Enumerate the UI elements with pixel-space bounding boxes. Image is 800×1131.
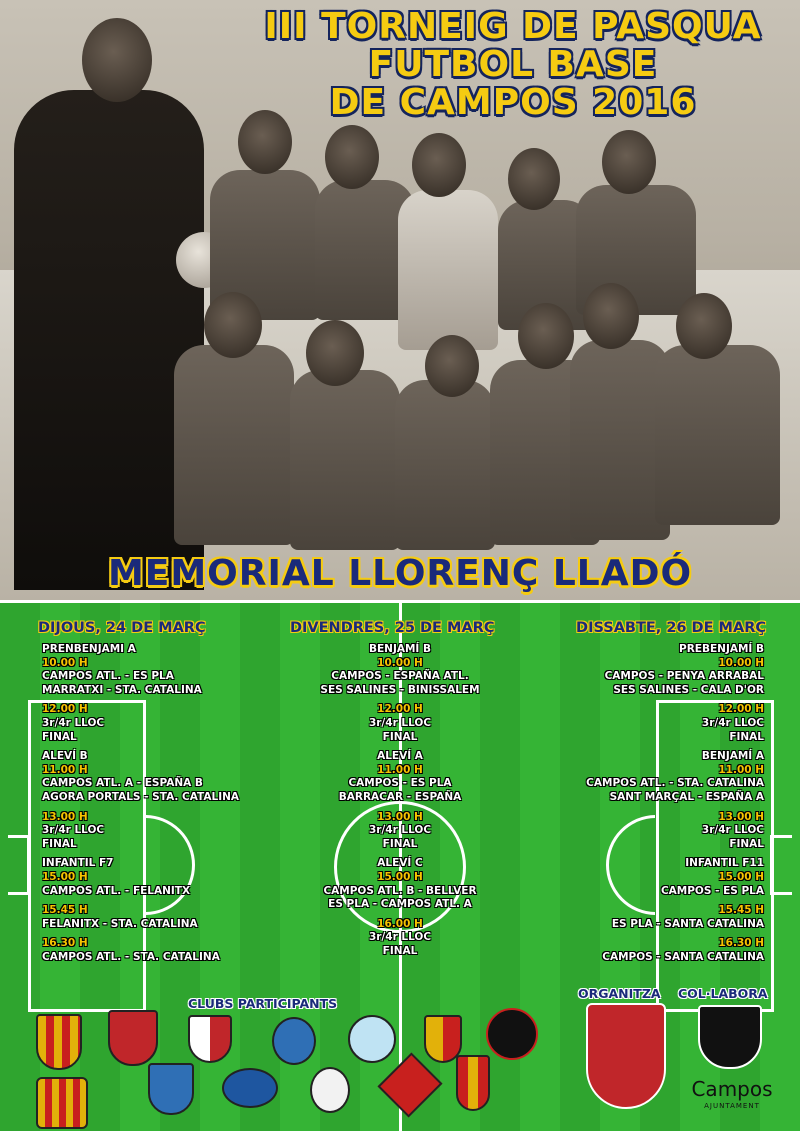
campos-logo-text: Campos [691, 1077, 773, 1101]
memorial-title: MEMORIAL LLORENÇ LLADÓ [107, 553, 693, 594]
match-line: CAMPOS ATL. - STA. CATALINA [42, 950, 220, 963]
match-line: FINAL [382, 837, 418, 850]
match-line: ES PLA - SANTA CATALINA [611, 917, 764, 930]
collabora-label: COL·LABORA [678, 986, 768, 1001]
match-time: 13.00 H [718, 810, 764, 823]
penya-arrabal-crest [377, 1052, 442, 1117]
left-touchline [28, 700, 31, 1012]
player-head [325, 125, 379, 189]
match-line: 3r/4r LLOC [701, 824, 764, 837]
match-line: FINAL [42, 837, 77, 850]
left-goal [8, 835, 30, 895]
match-time: 15.00 H [42, 870, 88, 883]
match-line: FINAL [729, 837, 764, 850]
title-line-1: III TORNEIG DE PASQUA [264, 6, 762, 47]
match-time: 11.00 H [42, 763, 88, 776]
match-time: 16.30 H [42, 937, 88, 950]
player-figure [290, 370, 400, 550]
match-line: 3r/4r LLOC [701, 716, 764, 729]
category-name: INFANTIL F7 [42, 857, 114, 870]
sant-marcal-crest [456, 1055, 490, 1111]
match-time: 16.00 H [377, 917, 423, 930]
ud-barracar-crest [188, 1015, 232, 1063]
match-line: 3r/4r LLOC [42, 716, 105, 729]
match-line: 3r/4r LLOC [42, 824, 105, 837]
schedule-thursday [42, 643, 239, 964]
match-time: 15.00 H [718, 870, 764, 883]
clubs-participants-label: CLUBS PARTICIPANTS [188, 996, 338, 1011]
match-line: AGORA PORTALS - STA. CATALINA [42, 790, 240, 803]
athletic-campos-crest [108, 1010, 158, 1066]
match-line: SES SALINES - BINISSALEM [320, 683, 480, 696]
right-touchline [771, 700, 774, 1012]
player-figure [395, 380, 495, 550]
match-line: FINAL [382, 944, 418, 957]
category-name: PREBENJAMÍ B [679, 643, 764, 655]
schedule-saturday [586, 643, 764, 964]
goalkeeper-figure [398, 190, 498, 350]
campos-atletic-crest [36, 1077, 88, 1129]
match-line: 3r/4r LLOC [368, 716, 432, 729]
match-time: 15.45 H [718, 904, 764, 917]
match-line: CAMPOS - PENYA ARRABAL [604, 670, 764, 683]
match-line: CAMPOS ATL. - FELANITX [42, 884, 191, 897]
organitza-label: ORGANITZA [578, 986, 661, 1001]
match-time: 10.00 H [42, 656, 88, 669]
match-line: SANT MARÇAL - ESPAÑA A [609, 790, 764, 803]
match-line: SES SALINES - CALA D'OR [613, 683, 764, 696]
player-head [204, 292, 262, 358]
match-line: MARRATXI - STA. CATALINA [42, 683, 202, 696]
match-line: FINAL [382, 730, 418, 743]
agora-sports-club-crest [486, 1008, 538, 1060]
ce-es-pla-crest [36, 1014, 82, 1070]
match-line: BARRACAR - ESPAÑA [338, 790, 462, 803]
sta-catalina-crest [310, 1067, 350, 1113]
player-head [676, 293, 732, 359]
match-line: CAMPOS ATL. A - ESPAÑA B [42, 777, 203, 790]
coach-head [82, 18, 152, 102]
match-time: 12.00 H [42, 703, 88, 716]
ajuntament-campos-shield [698, 1005, 762, 1069]
match-time: 10.00 H [718, 656, 764, 669]
player-figure [174, 345, 294, 545]
cf-cala-dor-crest [148, 1063, 194, 1115]
cd-binissalem-crest [222, 1068, 278, 1108]
match-line: FINAL [42, 730, 77, 743]
category-name: ALEVÍ C [377, 857, 423, 870]
match-time: 11.00 H [377, 763, 423, 776]
match-time: 12.00 H [718, 703, 764, 716]
match-line: CAMPOS - ESPAÑA ATL. [331, 670, 469, 683]
category-name: ALEVÍ A [377, 750, 423, 763]
match-line: CAMPOS - ES PLA [660, 884, 764, 897]
match-line: 3r/4r LLOC [368, 824, 432, 837]
player-head [425, 335, 479, 397]
match-time: 11.00 H [718, 763, 764, 776]
category-name: PRENBENJAMI A [42, 643, 136, 655]
ajuntament-label: AJUNTAMENT [704, 1102, 760, 1110]
player-head [518, 303, 574, 369]
category-name: BENJAMÍ A [701, 750, 764, 763]
cd-ses-salines-crest [348, 1015, 396, 1063]
day-heading-friday: DIVENDRES, 25 DE MARÇ [290, 620, 495, 636]
match-line: FELANITX - STA. CATALINA [42, 917, 198, 930]
match-time: 10.00 H [377, 656, 423, 669]
player-head [583, 283, 639, 349]
match-time: 13.00 H [377, 810, 423, 823]
match-line: FINAL [729, 730, 764, 743]
day-heading-saturday: DISSABTE, 26 DE MARÇ [576, 620, 766, 636]
title-line-2: FUTBOL BASE [368, 44, 658, 85]
match-time: 13.00 H [42, 810, 88, 823]
ce-campos-crest [586, 1003, 666, 1109]
match-line: CAMPOS ATL. B - BELLVER [323, 884, 477, 897]
player-head [412, 133, 466, 197]
match-time: 12.00 H [377, 703, 423, 716]
player-head [306, 320, 364, 386]
schedule-friday [300, 643, 500, 958]
match-line: CAMPOS - SANTA CATALINA [602, 950, 764, 963]
player-head [508, 148, 560, 210]
poster-title [226, 8, 800, 122]
match-line: CAMPOS - ES PLA [348, 777, 452, 790]
espana-llucmajor-crest [272, 1017, 316, 1065]
match-time: 16.30 H [718, 937, 764, 950]
match-line: ES PLA - CAMPOS ATL. A [328, 898, 472, 911]
category-name: INFANTIL F11 [685, 857, 764, 870]
player-head [602, 130, 656, 194]
category-name: BENJAMÍ B [368, 643, 431, 655]
match-line: 3r/4r LLOC [368, 931, 432, 944]
match-time: 15.45 H [42, 904, 88, 917]
match-line: CAMPOS ATL. - ES PLA [42, 670, 174, 683]
title-line-3: DE CAMPOS 2016 [329, 82, 697, 123]
match-time: 15.00 H [377, 870, 423, 883]
day-heading-thursday: DIJOUS, 24 DE MARÇ [38, 620, 206, 636]
player-figure [655, 345, 780, 525]
category-name: ALEVÍ B [42, 750, 88, 763]
match-line: CAMPOS ATL. - STA. CATALINA [586, 777, 764, 790]
